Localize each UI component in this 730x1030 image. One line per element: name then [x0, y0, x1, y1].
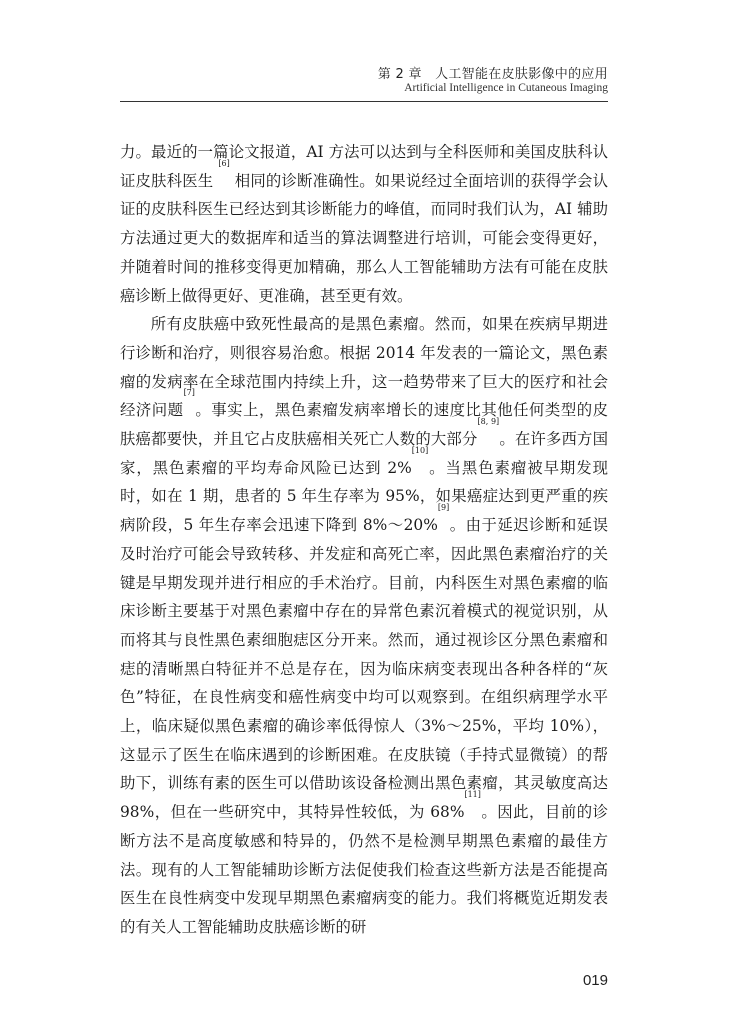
citation-reference: [6]: [218, 158, 230, 168]
citation-reference: [10]: [411, 445, 429, 455]
citation-reference: [7]: [183, 388, 195, 398]
text-run: 。事实上，黑色素瘤发病率增长的速度比其他任何类型的皮肤癌都要快，并且它占皮肤癌相关死亡人数的大部分: [120, 401, 608, 449]
page-number: 019: [582, 972, 608, 989]
text-run: 。在许多西方国家，黑色素瘤的平均寿命风险已达到 2%: [120, 430, 608, 477]
citation-reference: [8, 9]: [477, 417, 500, 427]
body-text: [120, 138, 608, 942]
text-run: 力。最近的一篇论文报道，AI 方法可以达到与全科医师和美国皮肤科认证皮肤科医生: [120, 143, 608, 190]
citation-reference: [9]: [437, 503, 450, 513]
text-run: 所有皮肤癌中致死性最高的是黑色素瘤。然而，如果在疾病早期进行诊断和治疗，则很容易治愈。根据 2014 年发表的一篇论文，黑色素瘤的发病率在全球范围内持续上升，这一趋势带来了巨大的医疗和社会经济问题: [120, 315, 608, 420]
running-header-chapter-title: 第 2 章 人工智能在皮肤影像中的应用: [377, 67, 608, 82]
text-run: 相同的诊断准确性。如果说经过全面培训的获得学会认证的皮肤科医生已经达到其诊断能力的峰值，而同时我们认为，AI 辅助方法通过更大的数据库和适当的算法调整进行培训，可能会变得更好，并随着时间的推移变得更加精确，那么人工智能辅助方法有可能在皮肤癌诊断上做得更好、更准确，甚至更有效。: [120, 171, 608, 305]
text-run: 。由于延迟诊断和延误及时治疗可能会导致转移、并发症和高死亡率，因此黑色素瘤治疗的关键是早期发现并进行相应的手术治疗。目前，内科医生对黑色素瘤的临床诊断主要基于对黑色素瘤中存在的异常色素沉着模式的视觉识别，从而将其与良性黑色素细胞痣区分开来。然而，通过视诊区分黑色素瘤和痣的清晰黑白特征并不总是存在，因为临床病变表现出各种各样的“灰色”特征，在良性病变和癌性病变中均可以观察到。在组织病理学水平上，临床疑似黑色素瘤的确诊率低得惊人（3%～25%，平均 10%），这显示了医生在临床遇到的诊断困难。在皮肤镜（手持式显微镜）的帮助下，训练有素的医生可以借助该设备检测出黑色素瘤，其灵敏度高达 98%，但在一些研究中，其特异性较低，为 68%: [120, 516, 608, 822]
paragraph: [120, 138, 608, 310]
citation-reference: [11]: [464, 790, 481, 800]
header-divider: [120, 101, 608, 102]
text-run: 。当黑色素瘤被早期发现时，如在 1 期，患者的 5 年生存率为 95%，如果癌症达到更严重的疾病阶段，5 年生存率会迅速下降到 8%～20%: [120, 458, 608, 535]
paragraph: [120, 310, 608, 941]
text-run: 。因此，目前的诊断方法不是高度敏感和特异的，仍然不是检测早期黑色素瘤的最佳方法。现有的人工智能辅助诊断方法促使我们检查这些新方法是否能提高医生在良性病变中发现早期黑色素瘤病变的能力。我们将概览近期发表的有关人工智能辅助皮肤癌诊断的研: [120, 803, 608, 936]
running-header-english-title: Artificial Intelligence in Cutaneous Imaging: [404, 82, 608, 94]
